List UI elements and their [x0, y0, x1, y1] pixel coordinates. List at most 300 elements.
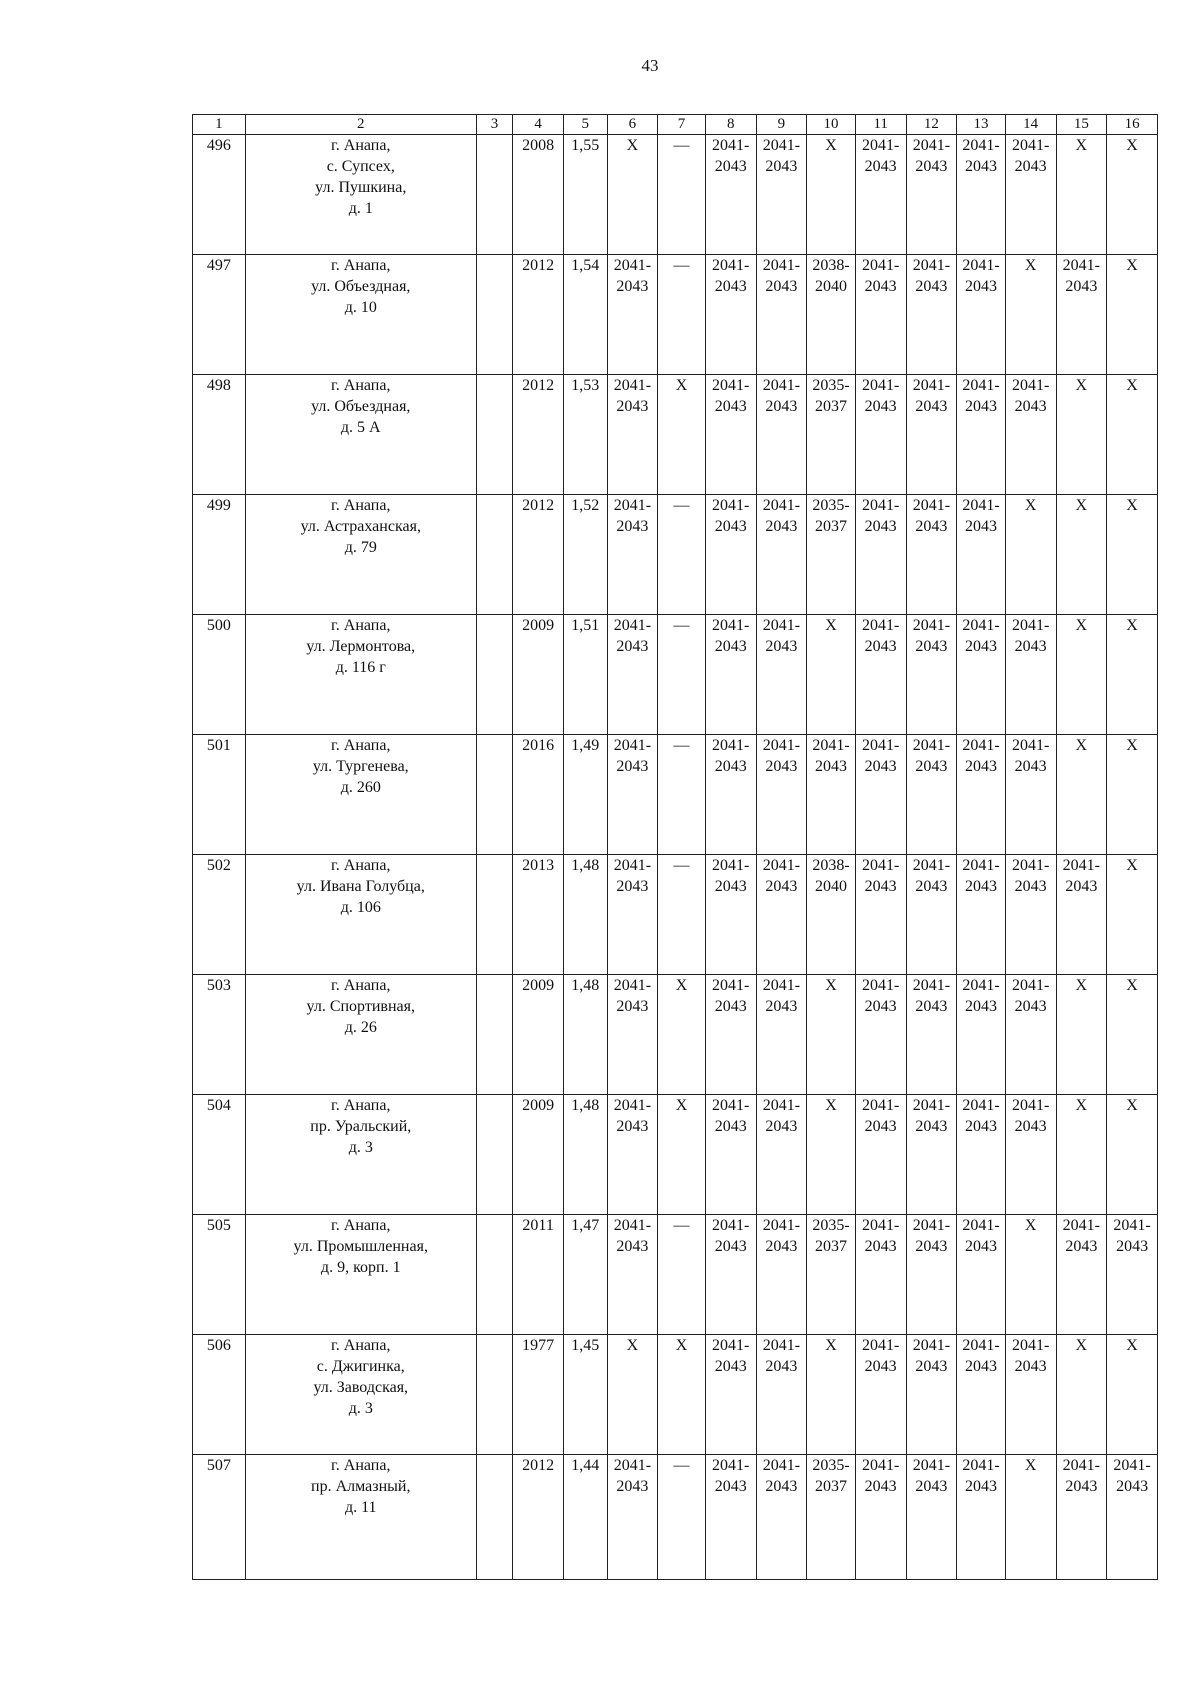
period-cell-col-15	[1056, 495, 1107, 615]
period-value: Х	[1075, 737, 1088, 754]
period-cell-col-16	[1107, 1215, 1158, 1335]
period-cell-col-6	[607, 1215, 658, 1335]
period-cell-col-6	[607, 375, 658, 495]
address-line: д. 3	[348, 1139, 373, 1156]
period-cell-col-15	[1056, 135, 1107, 255]
address-line: ул. Заводская,	[313, 1379, 409, 1396]
address-line: д. 260	[340, 779, 381, 796]
address-cell	[245, 1455, 476, 1580]
table-body	[193, 135, 1158, 1580]
row-number: 498	[193, 375, 246, 495]
index-cell: 1,54	[563, 255, 607, 375]
period-cell-col-6	[607, 975, 658, 1095]
period-value: 2041- 2043	[613, 257, 652, 295]
period-value: 2041- 2043	[762, 737, 801, 775]
period-value: 2041- 2043	[962, 1097, 1000, 1135]
period-cell-col-14	[1005, 135, 1056, 255]
column-header-15: 15	[1056, 115, 1107, 135]
period-value: 2041- 2043	[862, 1097, 900, 1135]
period-cell-col-16	[1107, 855, 1158, 975]
period-value: 2041- 2043	[912, 857, 951, 895]
address-line: г. Анапа,	[331, 257, 391, 274]
address-line: с. Джигинка,	[316, 1358, 405, 1375]
period-value: 2041- 2043	[762, 857, 801, 895]
period-cell-col-7	[658, 975, 706, 1095]
page-number: 43	[641, 56, 659, 75]
index-cell: 1,48	[563, 975, 607, 1095]
period-cell-col-12	[906, 375, 957, 495]
period-cell-col-15	[1056, 1335, 1107, 1455]
period-cell-col-14	[1005, 1455, 1056, 1580]
column-3-cell	[476, 495, 512, 615]
period-cell-col-14	[1005, 975, 1056, 1095]
period-cell-col-13	[957, 135, 1006, 255]
period-cell-col-10	[807, 1455, 856, 1580]
period-cell-col-9	[756, 1335, 807, 1455]
period-value: Х	[675, 1097, 688, 1114]
period-value: Х	[1126, 977, 1138, 994]
column-3-cell	[476, 135, 512, 255]
period-cell-col-7	[658, 135, 706, 255]
period-value: 2041- 2043	[712, 377, 750, 415]
address-cell	[245, 735, 476, 855]
column-3-cell	[476, 735, 512, 855]
period-value: 2041- 2043	[613, 617, 652, 655]
period-cell-col-12	[906, 255, 957, 375]
period-value: —	[673, 137, 690, 154]
year-cell: 2012	[513, 255, 564, 375]
period-value: 2041- 2043	[613, 857, 652, 895]
period-cell-col-16	[1107, 375, 1158, 495]
period-value: 2041- 2043	[1012, 377, 1050, 415]
period-cell-col-13	[957, 615, 1006, 735]
period-cell-col-7	[658, 375, 706, 495]
column-header-14: 14	[1005, 115, 1056, 135]
period-value: 2041- 2043	[613, 977, 652, 1015]
address-cell	[245, 975, 476, 1095]
row-number: 497	[193, 255, 246, 375]
row-number: 505	[193, 1215, 246, 1335]
period-cell-col-7	[658, 255, 706, 375]
column-header-5: 5	[563, 115, 607, 135]
column-3-cell	[476, 375, 512, 495]
period-cell-col-6	[607, 615, 658, 735]
column-header-12: 12	[906, 115, 957, 135]
column-header-7: 7	[658, 115, 706, 135]
address-line: д. 26	[344, 1019, 377, 1036]
column-3-cell	[476, 855, 512, 975]
period-value: Х	[1126, 857, 1138, 874]
period-cell-col-6	[607, 1335, 658, 1455]
period-value: Х	[1075, 1337, 1088, 1354]
period-cell-col-9	[756, 495, 807, 615]
address-cell	[245, 375, 476, 495]
period-cell-col-8	[705, 1215, 756, 1335]
address-line: г. Анапа,	[331, 1337, 391, 1354]
year-cell: 2013	[513, 855, 564, 975]
address-line: д. 9, корп. 1	[320, 1259, 401, 1276]
period-value: 2041- 2043	[1062, 1217, 1100, 1255]
address-cell	[245, 1215, 476, 1335]
address-cell	[245, 615, 476, 735]
address-cell	[245, 495, 476, 615]
address-line: с. Супсех,	[326, 158, 395, 175]
period-cell-col-7	[658, 495, 706, 615]
index-cell: 1,44	[563, 1455, 607, 1580]
table-row	[193, 255, 1158, 375]
period-value: Х	[1126, 1337, 1138, 1354]
period-cell-col-16	[1107, 615, 1158, 735]
period-value: 2041- 2043	[812, 737, 850, 775]
address-cell	[245, 1335, 476, 1455]
period-value: Х	[1075, 1097, 1088, 1114]
period-value: 2041- 2043	[613, 1097, 652, 1135]
period-cell-col-15	[1056, 255, 1107, 375]
period-value: 2041- 2043	[1113, 1217, 1151, 1255]
period-cell-col-13	[957, 375, 1006, 495]
column-header-6: 6	[607, 115, 658, 135]
address-line: ул. Спортивная,	[306, 998, 415, 1015]
period-value: Х	[825, 1337, 837, 1354]
period-value: Х	[1024, 257, 1037, 274]
column-3-cell	[476, 1455, 512, 1580]
period-cell-col-8	[705, 735, 756, 855]
period-value: Х	[825, 977, 837, 994]
period-cell-col-14	[1005, 1095, 1056, 1215]
period-value: 2041- 2043	[762, 1217, 801, 1255]
period-value: 2041- 2043	[1062, 857, 1100, 895]
period-value: 2041- 2043	[862, 737, 900, 775]
period-cell-col-9	[756, 975, 807, 1095]
period-cell-col-13	[957, 1095, 1006, 1215]
column-header-13: 13	[957, 115, 1006, 135]
period-cell-col-14	[1005, 1215, 1056, 1335]
period-value: Х	[1126, 1097, 1138, 1114]
year-cell: 2011	[513, 1215, 564, 1335]
period-value: 2041- 2043	[962, 1217, 1000, 1255]
period-value: 2041- 2043	[1062, 1457, 1100, 1495]
period-value: Х	[1126, 377, 1138, 394]
period-cell-col-12	[906, 615, 957, 735]
period-value: —	[673, 1217, 690, 1234]
period-cell-col-10	[807, 1215, 856, 1335]
period-value: 2041- 2043	[712, 857, 750, 895]
period-cell-col-12	[906, 1335, 957, 1455]
year-cell: 2012	[513, 1455, 564, 1580]
period-value: Х	[1126, 497, 1138, 514]
period-value: Х	[675, 377, 688, 394]
period-value: 2041- 2043	[962, 857, 1000, 895]
period-value: 2041- 2043	[912, 1097, 951, 1135]
period-value: 2041- 2043	[862, 617, 900, 655]
period-cell-col-10	[807, 495, 856, 615]
address-line: ул. Объездная,	[311, 398, 411, 415]
period-value: Х	[1024, 1457, 1037, 1474]
period-value: 2041- 2043	[962, 377, 1000, 415]
period-value: 2041- 2043	[862, 857, 900, 895]
period-value: 2041- 2043	[962, 137, 1000, 175]
row-number: 504	[193, 1095, 246, 1215]
period-cell-col-8	[705, 375, 756, 495]
period-cell-col-13	[957, 1335, 1006, 1455]
period-value: 2041- 2043	[613, 497, 652, 535]
period-value: 2041- 2043	[862, 137, 900, 175]
period-value: —	[673, 1457, 690, 1474]
year-cell: 2012	[513, 375, 564, 495]
period-cell-col-13	[957, 255, 1006, 375]
period-value: 2041- 2043	[962, 737, 1000, 775]
period-cell-col-8	[705, 255, 756, 375]
period-value: 2041- 2043	[962, 257, 1000, 295]
column-header-4: 4	[513, 115, 564, 135]
period-value: 2041- 2043	[1012, 1097, 1050, 1135]
period-cell-col-10	[807, 375, 856, 495]
period-value: 2041- 2043	[912, 617, 951, 655]
address-cell	[245, 135, 476, 255]
period-value: 2041- 2043	[712, 1457, 750, 1495]
table-row	[193, 615, 1158, 735]
period-value: 2041- 2043	[912, 137, 951, 175]
period-cell-col-15	[1056, 375, 1107, 495]
period-value: 2041- 2043	[762, 1337, 801, 1375]
period-value: 2035- 2037	[812, 1457, 850, 1495]
period-cell-col-12	[906, 975, 957, 1095]
period-value: 2041- 2043	[613, 1457, 652, 1495]
address-line: д. 5 А	[340, 419, 381, 436]
address-line: г. Анапа,	[331, 377, 391, 394]
period-cell-col-13	[957, 975, 1006, 1095]
period-cell-col-7	[658, 1095, 706, 1215]
period-cell-col-10	[807, 135, 856, 255]
period-value: 2041- 2043	[712, 257, 750, 295]
period-cell-col-10	[807, 1335, 856, 1455]
column-header-3: 3	[476, 115, 512, 135]
address-line: г. Анапа,	[331, 737, 391, 754]
period-cell-col-9	[756, 1455, 807, 1580]
column-3-cell	[476, 1335, 512, 1455]
period-cell-col-11	[855, 615, 906, 735]
table-row	[193, 1215, 1158, 1335]
period-value: Х	[1075, 137, 1088, 154]
period-value: 2041- 2043	[762, 1097, 801, 1135]
period-cell-col-15	[1056, 615, 1107, 735]
period-value: 2041- 2043	[912, 1457, 951, 1495]
period-cell-col-6	[607, 1095, 658, 1215]
year-cell: 1977	[513, 1335, 564, 1455]
period-value: 2041- 2043	[613, 377, 652, 415]
period-value: 2041- 2043	[962, 617, 1000, 655]
header-row	[193, 115, 1158, 135]
period-cell-col-8	[705, 495, 756, 615]
column-3-cell	[476, 975, 512, 1095]
period-value: 2041- 2043	[712, 617, 750, 655]
period-value: —	[673, 737, 690, 754]
table-row	[193, 975, 1158, 1095]
table-row	[193, 1455, 1158, 1580]
period-cell-col-12	[906, 1455, 957, 1580]
address-line: г. Анапа,	[331, 1457, 391, 1474]
period-cell-col-9	[756, 735, 807, 855]
period-value: Х	[626, 1337, 639, 1354]
period-cell-col-9	[756, 1215, 807, 1335]
period-cell-col-9	[756, 255, 807, 375]
period-value: 2041- 2043	[1012, 737, 1050, 775]
period-value: Х	[825, 617, 837, 634]
period-cell-col-11	[855, 975, 906, 1095]
year-cell: 2009	[513, 1095, 564, 1215]
period-cell-col-11	[855, 1335, 906, 1455]
period-cell-col-14	[1005, 255, 1056, 375]
period-value: 2041- 2043	[762, 1457, 801, 1495]
column-3-cell	[476, 615, 512, 735]
period-cell-col-9	[756, 1095, 807, 1215]
table-row	[193, 495, 1158, 615]
period-cell-col-7	[658, 1215, 706, 1335]
period-cell-col-11	[855, 375, 906, 495]
column-header-10: 10	[807, 115, 856, 135]
period-cell-col-6	[607, 255, 658, 375]
period-value: 2041- 2043	[1012, 1337, 1050, 1375]
period-value: 2041- 2043	[762, 257, 801, 295]
period-cell-col-7	[658, 615, 706, 735]
period-cell-col-14	[1005, 735, 1056, 855]
address-line: д. 116 г	[335, 659, 386, 676]
address-line: ул. Промышленная,	[293, 1238, 428, 1255]
column-header-16: 16	[1107, 115, 1158, 135]
row-number: 496	[193, 135, 246, 255]
period-value: —	[673, 497, 690, 514]
address-line: г. Анапа,	[331, 137, 391, 154]
period-cell-col-11	[855, 255, 906, 375]
period-cell-col-8	[705, 615, 756, 735]
address-cell	[245, 855, 476, 975]
address-line: г. Анапа,	[331, 857, 391, 874]
period-value: 2041- 2043	[862, 1457, 900, 1495]
index-cell: 1,48	[563, 1095, 607, 1215]
period-value: Х	[1075, 497, 1088, 514]
period-cell-col-9	[756, 615, 807, 735]
period-value: 2038- 2040	[812, 857, 850, 895]
year-cell: 2008	[513, 135, 564, 255]
period-value: 2041- 2043	[912, 737, 951, 775]
column-header-9: 9	[756, 115, 807, 135]
period-cell-col-8	[705, 855, 756, 975]
period-value: Х	[825, 1097, 837, 1114]
index-cell: 1,48	[563, 855, 607, 975]
row-number: 506	[193, 1335, 246, 1455]
period-cell-col-7	[658, 1335, 706, 1455]
column-header-2: 2	[245, 115, 476, 135]
address-line: пр. Уральский,	[310, 1118, 412, 1135]
column-3-cell	[476, 255, 512, 375]
row-number: 503	[193, 975, 246, 1095]
period-value: Х	[1024, 497, 1037, 514]
table-row	[193, 855, 1158, 975]
period-value: 2035- 2037	[812, 497, 850, 535]
period-value: —	[673, 617, 690, 634]
period-value: 2041- 2043	[712, 1337, 750, 1375]
period-value: Х	[1126, 737, 1138, 754]
period-cell-col-16	[1107, 1095, 1158, 1215]
period-value: 2041- 2043	[1012, 977, 1050, 1015]
index-cell: 1,55	[563, 135, 607, 255]
table-row	[193, 735, 1158, 855]
period-cell-col-9	[756, 855, 807, 975]
address-line: г. Анапа,	[331, 977, 391, 994]
period-cell-col-8	[705, 975, 756, 1095]
index-cell: 1,45	[563, 1335, 607, 1455]
period-value: 2041- 2043	[712, 1097, 750, 1135]
period-cell-col-16	[1107, 255, 1158, 375]
row-number: 500	[193, 615, 246, 735]
period-value: 2041- 2043	[912, 1337, 951, 1375]
period-cell-col-8	[705, 1335, 756, 1455]
address-line: г. Анапа,	[331, 1217, 391, 1234]
address-line: г. Анапа,	[331, 1097, 391, 1114]
address-line: д. 1	[348, 200, 373, 217]
address-line: г. Анапа,	[331, 497, 391, 514]
period-value: 2041- 2043	[912, 377, 951, 415]
period-cell-col-6	[607, 135, 658, 255]
period-cell-col-11	[855, 1455, 906, 1580]
period-cell-col-10	[807, 1095, 856, 1215]
index-cell: 1,53	[563, 375, 607, 495]
period-value: 2041- 2043	[762, 617, 801, 655]
period-cell-col-15	[1056, 735, 1107, 855]
period-cell-col-14	[1005, 375, 1056, 495]
period-cell-col-14	[1005, 1335, 1056, 1455]
period-cell-col-13	[957, 735, 1006, 855]
period-cell-col-11	[855, 735, 906, 855]
period-value: 2041- 2043	[712, 1217, 750, 1255]
address-line: ул. Объездная,	[311, 278, 411, 295]
period-value: 2041- 2043	[762, 377, 801, 415]
address-line: д. 10	[344, 299, 377, 316]
period-cell-col-12	[906, 495, 957, 615]
period-cell-col-8	[705, 1455, 756, 1580]
period-cell-col-15	[1056, 975, 1107, 1095]
period-value: 2035- 2037	[812, 1217, 850, 1255]
row-number: 502	[193, 855, 246, 975]
period-cell-col-9	[756, 135, 807, 255]
period-value: 2041- 2043	[862, 1337, 900, 1375]
period-value: 2041- 2043	[1012, 137, 1050, 175]
period-value: 2041- 2043	[712, 737, 750, 775]
period-cell-col-16	[1107, 1455, 1158, 1580]
period-cell-col-14	[1005, 495, 1056, 615]
period-value: 2041- 2043	[1012, 857, 1050, 895]
period-cell-col-10	[807, 615, 856, 735]
period-value: 2041- 2043	[712, 497, 750, 535]
housing-register-table	[192, 114, 1158, 1580]
row-number: 501	[193, 735, 246, 855]
address-line: д. 106	[340, 899, 381, 916]
period-cell-col-10	[807, 255, 856, 375]
index-cell: 1,47	[563, 1215, 607, 1335]
period-value: 2041- 2043	[912, 977, 951, 1015]
period-cell-col-16	[1107, 975, 1158, 1095]
period-value: 2041- 2043	[1113, 1457, 1151, 1495]
address-line: пр. Алмазный,	[311, 1478, 411, 1495]
period-cell-col-14	[1005, 615, 1056, 735]
address-cell	[245, 1095, 476, 1215]
address-line: ул. Пушкина,	[315, 179, 407, 196]
period-value: 2041- 2043	[912, 257, 951, 295]
period-value: 2041- 2043	[912, 497, 951, 535]
period-cell-col-13	[957, 1215, 1006, 1335]
column-3-cell	[476, 1095, 512, 1215]
period-value: —	[673, 257, 690, 274]
